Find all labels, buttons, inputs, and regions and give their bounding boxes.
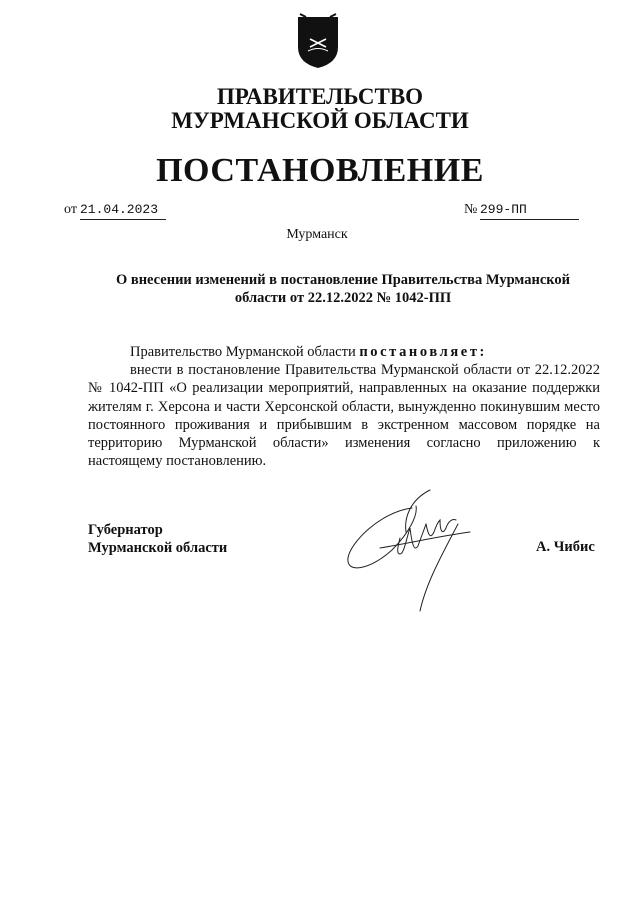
body-paragraph: внести в постановление Правительства Мурманской области от 22.12.2022 № 1042-ПП «О реализации мероприятий, направленных на оказание поддержки жителям г. Херсона и части Херсонской области, вынужденно покинувшим место постоянного проживания и прибывшим в экстренном массовом порядке на территорию Мурманской области» изменения согласно приложению к настоящему постановлению.: [88, 362, 600, 470]
document-subject: О внесении изменений в постановление Правительства Мурманской области от 22.12.2022 № 1042-ПП: [115, 272, 571, 306]
document-number: 299-ПП: [480, 201, 579, 220]
signer-title-line1: Губернатор: [88, 522, 163, 538]
document-type-title: ПОСТАНОВЛЕНИЕ: [156, 152, 484, 189]
signer-title-line2: Мурманской области: [88, 540, 228, 556]
signer-name: А. Чибис: [536, 539, 595, 555]
date-prefix: от: [64, 202, 77, 217]
handwritten-signature: [340, 488, 480, 613]
document-date: 21.04.2023: [80, 201, 166, 220]
government-name-line1: ПРАВИТЕЛЬСТВО: [216, 84, 424, 109]
intro-prefix: Правительство Мурманской области: [130, 344, 356, 360]
number-prefix: №: [464, 202, 478, 217]
signer-title: [88, 521, 227, 557]
government-name-line2: МУРМАНСКОЙ ОБЛАСТИ: [171, 108, 469, 133]
coat-of-arms-icon: [296, 13, 340, 69]
intro-verb: постановляет:: [359, 344, 487, 360]
city-name: Мурманск: [286, 227, 348, 242]
intro-line: [130, 343, 487, 361]
